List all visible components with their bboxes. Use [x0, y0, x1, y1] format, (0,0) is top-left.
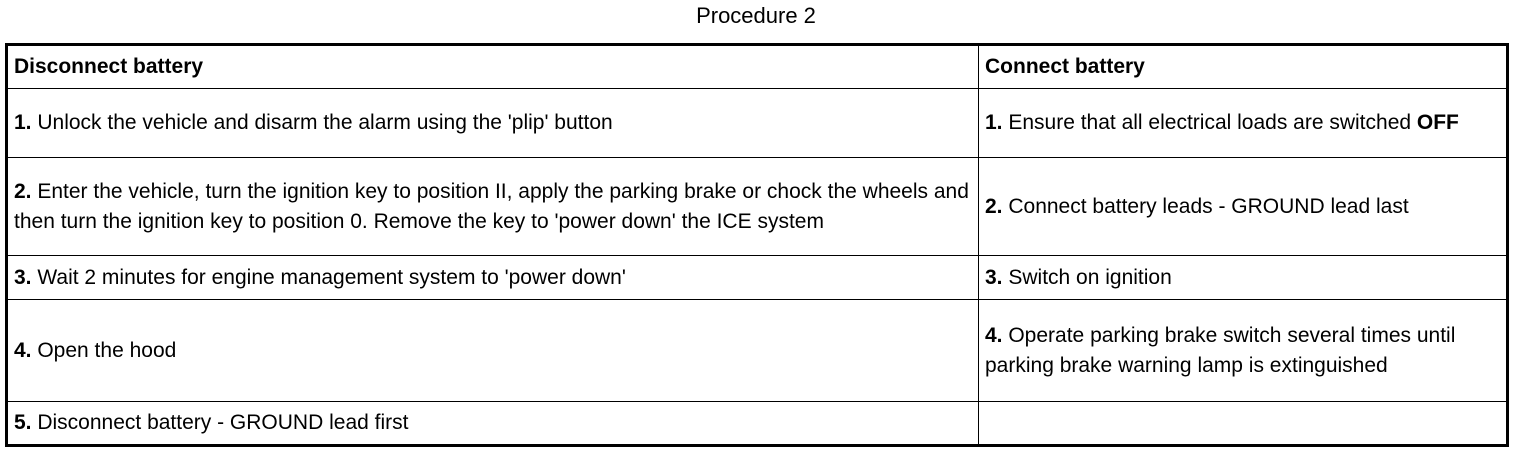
step-emphasis: OFF: [1416, 111, 1459, 134]
step-number: 4.: [985, 323, 1003, 347]
step-number: 3.: [985, 265, 1003, 289]
step-text: Open the hood: [31, 338, 177, 362]
step-text: Connect battery leads - GROUND lead last: [1002, 194, 1409, 218]
step-text: Switch on ignition: [1002, 265, 1172, 289]
table-row: [7, 402, 1508, 446]
connect-step-3: [979, 256, 1508, 300]
connect-step-4: [979, 300, 1508, 402]
step-text: Disconnect battery - GROUND lead first: [31, 411, 409, 434]
disconnect-step-1: [7, 89, 979, 158]
disconnect-step-4: [7, 300, 979, 402]
connect-step-2: [979, 158, 1508, 256]
connect-step-1: [979, 89, 1508, 158]
procedure-table: [5, 43, 1509, 447]
disconnect-step-3: [7, 256, 979, 300]
disconnect-step-2: [7, 158, 979, 256]
connect-empty-cell: [979, 402, 1508, 446]
disconnect-step-5: [7, 402, 979, 446]
step-number: 4.: [14, 338, 32, 362]
table-row: [7, 300, 1508, 402]
step-text: Operate parking brake switch several times until parking brake warning lamp is extinguished: [985, 323, 1456, 377]
step-number: 3.: [14, 265, 32, 289]
step-number: 5.: [14, 411, 32, 434]
header-row: [7, 45, 1508, 89]
table-caption: Procedure 2: [696, 3, 816, 28]
header-connect-battery: Connect battery: [979, 45, 1508, 89]
step-number: 2.: [985, 194, 1003, 218]
step-number: 1.: [985, 111, 1003, 134]
step-text: Wait 2 minutes for engine management system to 'power down': [31, 265, 626, 289]
step-number: 2.: [14, 179, 32, 203]
step-text: Ensure that all electrical loads are switched: [1002, 111, 1417, 134]
table-row: [7, 89, 1508, 158]
table-row: [7, 256, 1508, 300]
header-disconnect-battery: Disconnect battery: [7, 45, 979, 89]
step-text: Enter the vehicle, turn the ignition key to position II, apply the parking brake or chock the wheels and then turn the ignition key to position 0. Remove the key to 'power down' the ICE system: [14, 179, 969, 233]
step-number: 1.: [14, 111, 32, 134]
table-row: [7, 158, 1508, 256]
step-text: Unlock the vehicle and disarm the alarm using the 'plip' button: [31, 111, 613, 134]
